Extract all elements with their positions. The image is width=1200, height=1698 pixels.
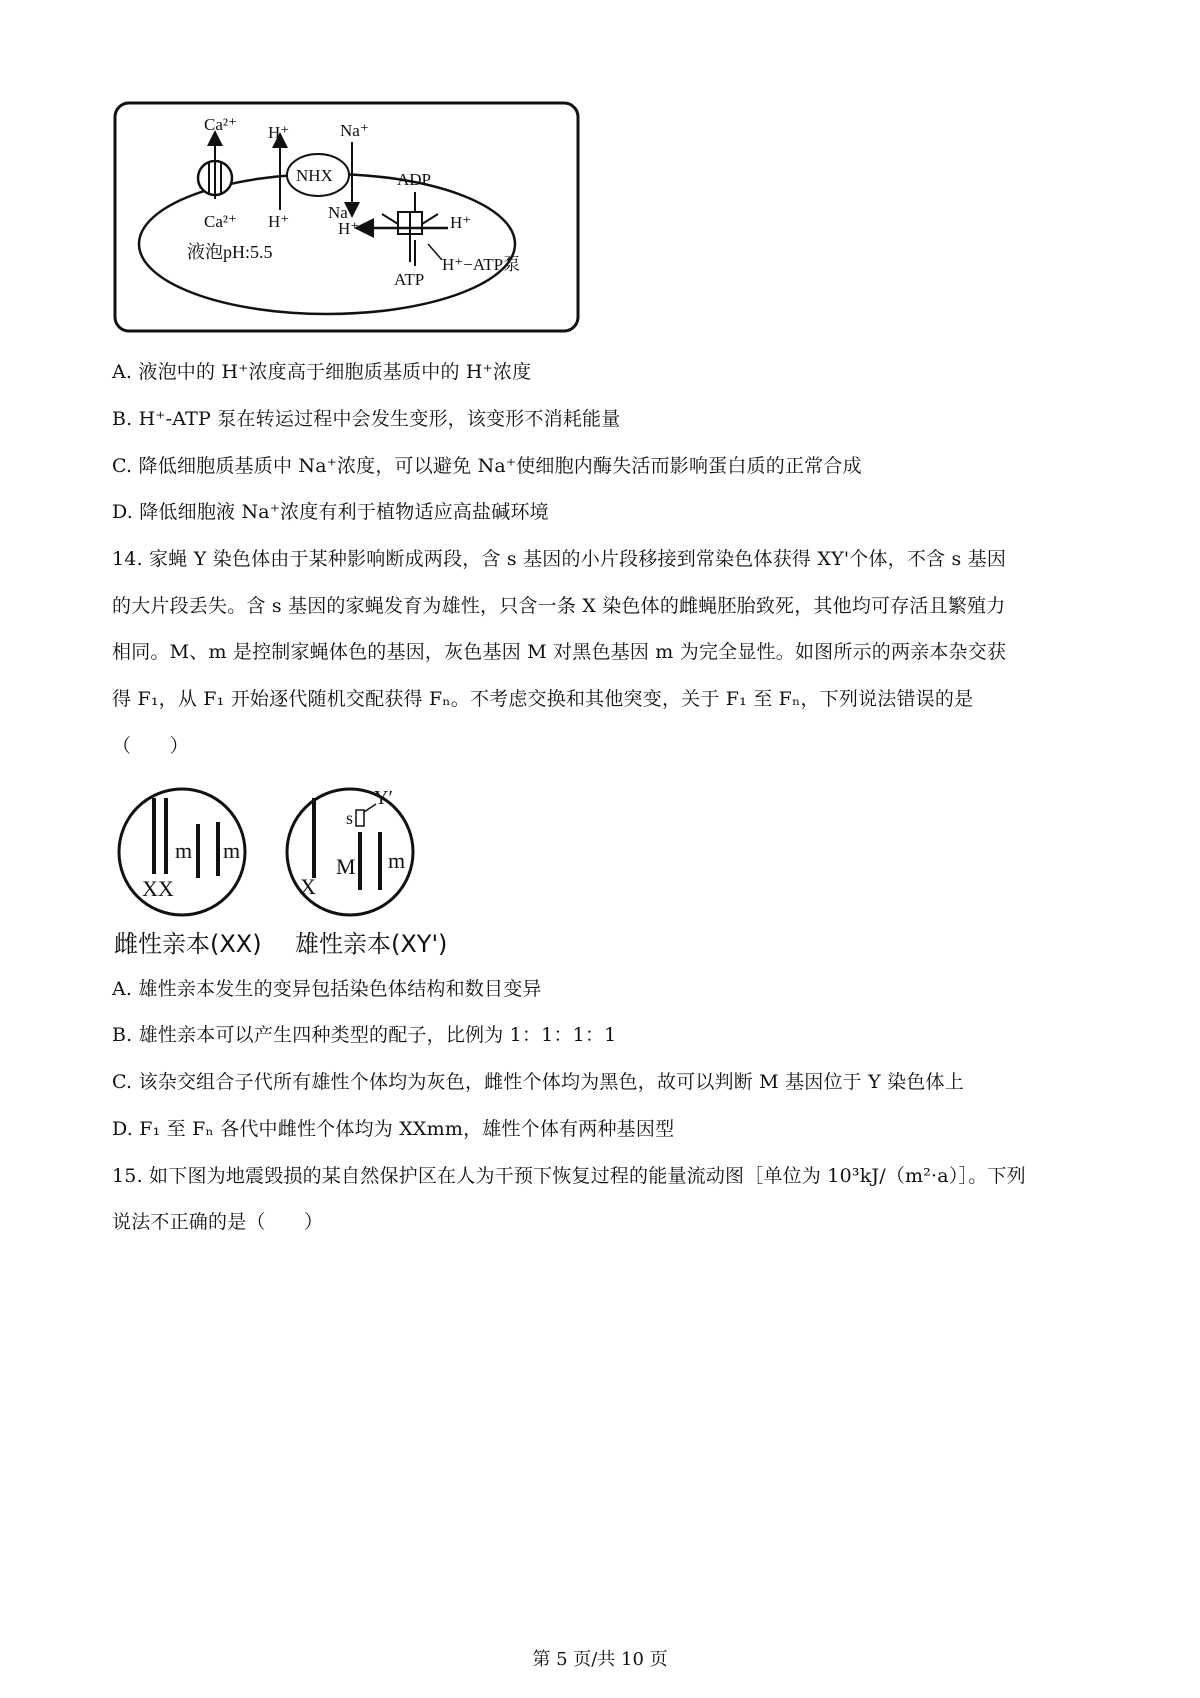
male-M-label: M (336, 854, 356, 879)
vacuole-transport-figure (112, 100, 582, 335)
adp-label: ADP (397, 170, 432, 189)
na-right-label: Na⁺ (328, 203, 357, 222)
vacuole-ph-label: 液泡pH:5.5 (187, 242, 273, 262)
q14-stem-line4: 得 F₁，从 F₁ 开始逐代随机交配获得 Fₙ。不考虑交换和其他突变，关于 F₁ 至 Fₙ，下列说法错误的是 (112, 688, 974, 710)
q15-stem-line1: 15. 如下图为地震毁损的某自然保护区在人为干预下恢复过程的能量流动图［单位为 10³kJ/（m²·a）］。下列 (112, 1165, 1026, 1187)
female-xx-label: XX (142, 876, 174, 901)
female-m2-label: m (223, 838, 241, 863)
na-top-label: Na⁺ (340, 121, 369, 140)
male-x-label: X (300, 874, 316, 899)
female-cell (119, 789, 245, 915)
q13-option-d: D. 降低细胞液 Na⁺浓度有利于植物适应高盐碱环境 (112, 501, 549, 523)
q13-option-b: B. H⁺-ATP 泵在转运过程中会发生变形，该变形不消耗能量 (112, 408, 621, 430)
q14-option-c: C. 该杂交组合子代所有雄性个体均为灰色，雌性个体均为黑色，故可以判断 M 基因位于 Y 染色体上 (112, 1071, 964, 1093)
atp-label: ATP (394, 270, 425, 289)
nhx-label: NHX (296, 166, 333, 185)
q13-option-a: A. 液泡中的 H⁺浓度高于细胞质基质中的 H⁺浓度 (112, 361, 532, 383)
h-atp-pump (382, 212, 438, 262)
ca-bottom-label: Ca²⁺ (204, 212, 237, 231)
q14-stem-line1: 14. 家蝇 Y 染色体由于某种影响断成两段，含 s 基因的小片段移接到常染色体获得 XY'个体，不含 s 基因 (112, 548, 1007, 570)
q14-stem-line3: 相同。M、m 是控制家蝇体色的基因，灰色基因 M 对黑色基因 m 为完全显性。如图所示的两亲本杂交获 (112, 641, 1007, 663)
page-footer: 第 5 页/共 10 页 (532, 1649, 668, 1670)
calcium-channel (198, 138, 232, 199)
q14-option-b: B. 雄性亲本可以产生四种类型的配子，比例为 1：1：1：1 (112, 1024, 617, 1046)
pump-label: H⁺−ATP泵 (442, 255, 521, 274)
male-y-label: Y′ (374, 787, 393, 809)
h-top-label: H⁺ (268, 123, 290, 142)
male-s-label: s (346, 808, 354, 828)
q15-stem-line2: 说法不正确的是（ ） (112, 1211, 324, 1233)
h-bottom-label: H⁺ (268, 212, 290, 231)
female-parent-caption: 雌性亲本(XX) (114, 930, 262, 958)
ca-top-label: Ca²⁺ (204, 115, 237, 134)
male-m-label: m (388, 848, 406, 873)
q14-answer-paren: （ ） (112, 735, 189, 757)
h-left-label: H⁺ (338, 219, 360, 238)
h-right-label: H⁺ (450, 213, 472, 232)
q13-option-c: C. 降低细胞质基质中 Na⁺浓度，可以避免 Na⁺使细胞内酶失活而影响蛋白质的正常合成 (112, 455, 862, 477)
male-cell (287, 787, 413, 915)
q14-stem-line2: 的大片段丢失。含 s 基因的家蝇发育为雄性，只含一条 X 染色体的雌蝇胚胎致死，其他均可存活且繁殖力 (112, 595, 1006, 617)
female-m1-label: m (175, 838, 193, 863)
q14-option-d: D. F₁ 至 Fₙ 各代中雌性个体均为 XXmm，雄性个体有两种基因型 (112, 1118, 675, 1140)
q14-option-a: A. 雄性亲本发生的变异包括染色体结构和数目变异 (112, 978, 542, 1000)
male-parent-caption: 雄性亲本(XY') (295, 930, 448, 958)
